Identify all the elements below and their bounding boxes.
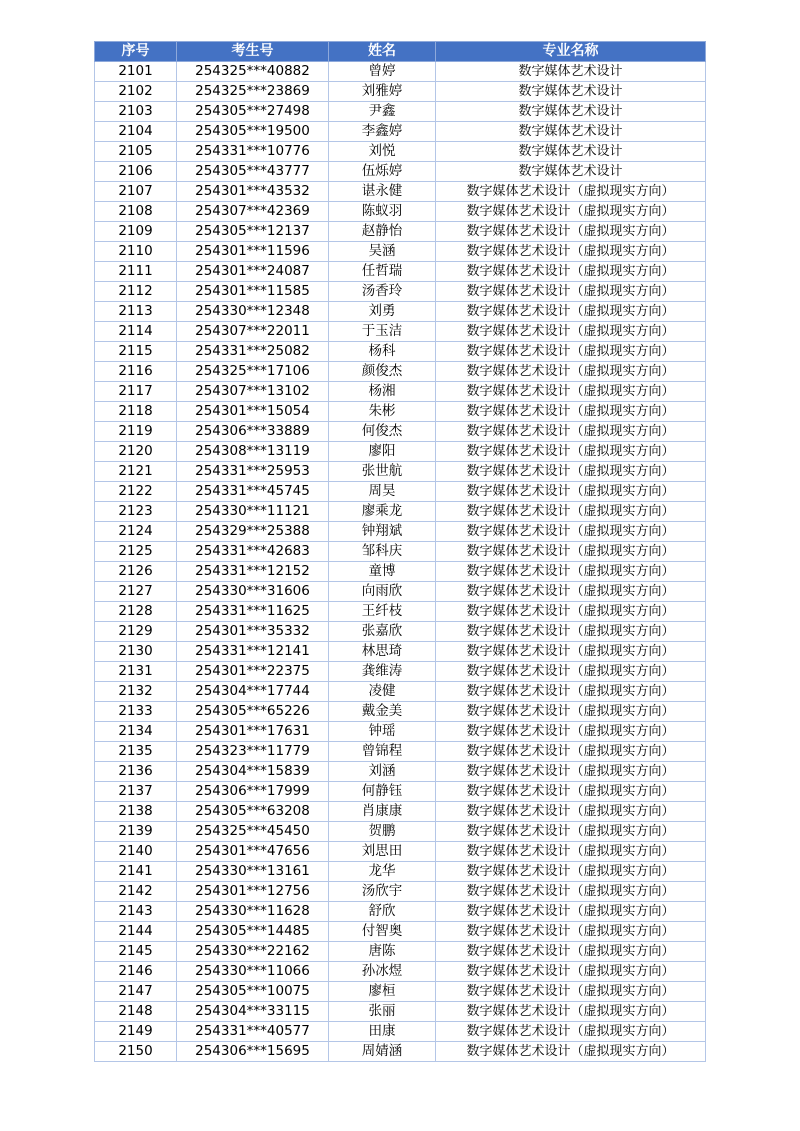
cell-serial-number: 2105 bbox=[95, 142, 177, 162]
cell-name: 王纤枝 bbox=[329, 602, 436, 622]
cell-exam-id: 254305***14485 bbox=[177, 922, 329, 942]
cell-serial-number: 2107 bbox=[95, 182, 177, 202]
table-row bbox=[95, 82, 706, 102]
cell-major: 数字媒体艺术设计（虚拟现实方向） bbox=[436, 622, 706, 642]
table-row bbox=[95, 122, 706, 142]
cell-major: 数字媒体艺术设计（虚拟现实方向） bbox=[436, 702, 706, 722]
table-row bbox=[95, 822, 706, 842]
cell-name: 朱彬 bbox=[329, 402, 436, 422]
cell-serial-number: 2142 bbox=[95, 882, 177, 902]
cell-exam-id: 254305***27498 bbox=[177, 102, 329, 122]
table-row bbox=[95, 382, 706, 402]
cell-name: 于玉洁 bbox=[329, 322, 436, 342]
table-row bbox=[95, 282, 706, 302]
header-serial-number: 序号 bbox=[95, 42, 177, 62]
cell-exam-id: 254305***12137 bbox=[177, 222, 329, 242]
table-row bbox=[95, 882, 706, 902]
table-row bbox=[95, 962, 706, 982]
cell-serial-number: 2143 bbox=[95, 902, 177, 922]
cell-major: 数字媒体艺术设计（虚拟现实方向） bbox=[436, 822, 706, 842]
cell-serial-number: 2123 bbox=[95, 502, 177, 522]
table-row bbox=[95, 482, 706, 502]
cell-name: 汤欣宇 bbox=[329, 882, 436, 902]
cell-name: 廖乘龙 bbox=[329, 502, 436, 522]
cell-exam-id: 254305***43777 bbox=[177, 162, 329, 182]
cell-serial-number: 2112 bbox=[95, 282, 177, 302]
cell-exam-id: 254307***13102 bbox=[177, 382, 329, 402]
table-row bbox=[95, 522, 706, 542]
table-row bbox=[95, 362, 706, 382]
table-row bbox=[95, 322, 706, 342]
cell-serial-number: 2109 bbox=[95, 222, 177, 242]
cell-exam-id: 254304***33115 bbox=[177, 1002, 329, 1022]
table-row bbox=[95, 902, 706, 922]
cell-major: 数字媒体艺术设计（虚拟现实方向） bbox=[436, 902, 706, 922]
cell-name: 周昊 bbox=[329, 482, 436, 502]
cell-major: 数字媒体艺术设计（虚拟现实方向） bbox=[436, 742, 706, 762]
cell-exam-id: 254306***17999 bbox=[177, 782, 329, 802]
cell-serial-number: 2118 bbox=[95, 402, 177, 422]
table-row bbox=[95, 982, 706, 1002]
cell-name: 陈蚁羽 bbox=[329, 202, 436, 222]
cell-major: 数字媒体艺术设计（虚拟现实方向） bbox=[436, 982, 706, 1002]
cell-major: 数字媒体艺术设计（虚拟现实方向） bbox=[436, 602, 706, 622]
cell-major: 数字媒体艺术设计（虚拟现实方向） bbox=[436, 422, 706, 442]
cell-serial-number: 2128 bbox=[95, 602, 177, 622]
cell-serial-number: 2115 bbox=[95, 342, 177, 362]
table-row bbox=[95, 642, 706, 662]
cell-name: 钟瑶 bbox=[329, 722, 436, 742]
table-row bbox=[95, 442, 706, 462]
cell-serial-number: 2106 bbox=[95, 162, 177, 182]
cell-name: 舒欣 bbox=[329, 902, 436, 922]
cell-exam-id: 254301***43532 bbox=[177, 182, 329, 202]
header-major: 专业名称 bbox=[436, 42, 706, 62]
table-row bbox=[95, 1042, 706, 1062]
cell-major: 数字媒体艺术设计（虚拟现实方向） bbox=[436, 1022, 706, 1042]
cell-serial-number: 2141 bbox=[95, 862, 177, 882]
cell-exam-id: 254331***10776 bbox=[177, 142, 329, 162]
cell-serial-number: 2150 bbox=[95, 1042, 177, 1062]
cell-name: 赵静怡 bbox=[329, 222, 436, 242]
cell-serial-number: 2120 bbox=[95, 442, 177, 462]
cell-exam-id: 254305***10075 bbox=[177, 982, 329, 1002]
cell-major: 数字媒体艺术设计（虚拟现实方向） bbox=[436, 862, 706, 882]
cell-serial-number: 2129 bbox=[95, 622, 177, 642]
cell-exam-id: 254330***12348 bbox=[177, 302, 329, 322]
cell-serial-number: 2111 bbox=[95, 262, 177, 282]
table-row bbox=[95, 1002, 706, 1022]
cell-serial-number: 2126 bbox=[95, 562, 177, 582]
cell-major: 数字媒体艺术设计（虚拟现实方向） bbox=[436, 682, 706, 702]
cell-major: 数字媒体艺术设计（虚拟现实方向） bbox=[436, 782, 706, 802]
cell-major: 数字媒体艺术设计 bbox=[436, 122, 706, 142]
cell-major: 数字媒体艺术设计 bbox=[436, 82, 706, 102]
cell-major: 数字媒体艺术设计（虚拟现实方向） bbox=[436, 942, 706, 962]
cell-exam-id: 254331***12141 bbox=[177, 642, 329, 662]
cell-major: 数字媒体艺术设计（虚拟现实方向） bbox=[436, 462, 706, 482]
cell-name: 钟翔斌 bbox=[329, 522, 436, 542]
cell-name: 林思琦 bbox=[329, 642, 436, 662]
cell-serial-number: 2116 bbox=[95, 362, 177, 382]
table-row bbox=[95, 302, 706, 322]
cell-exam-id: 254301***47656 bbox=[177, 842, 329, 862]
table-row bbox=[95, 142, 706, 162]
cell-serial-number: 2140 bbox=[95, 842, 177, 862]
cell-exam-id: 254329***25388 bbox=[177, 522, 329, 542]
cell-name: 张丽 bbox=[329, 1002, 436, 1022]
cell-exam-id: 254325***45450 bbox=[177, 822, 329, 842]
cell-major: 数字媒体艺术设计（虚拟现实方向） bbox=[436, 542, 706, 562]
cell-major: 数字媒体艺术设计（虚拟现实方向） bbox=[436, 502, 706, 522]
table-row bbox=[95, 582, 706, 602]
cell-name: 吴涵 bbox=[329, 242, 436, 262]
cell-name: 何俊杰 bbox=[329, 422, 436, 442]
table-row bbox=[95, 742, 706, 762]
table-row bbox=[95, 62, 706, 82]
cell-major: 数字媒体艺术设计（虚拟现实方向） bbox=[436, 222, 706, 242]
cell-name: 戴金美 bbox=[329, 702, 436, 722]
cell-name: 杨科 bbox=[329, 342, 436, 362]
cell-serial-number: 2103 bbox=[95, 102, 177, 122]
admission-list-table bbox=[94, 41, 706, 1062]
cell-name: 廖阳 bbox=[329, 442, 436, 462]
cell-serial-number: 2137 bbox=[95, 782, 177, 802]
cell-major: 数字媒体艺术设计（虚拟现实方向） bbox=[436, 1042, 706, 1062]
cell-major: 数字媒体艺术设计（虚拟现实方向） bbox=[436, 922, 706, 942]
cell-exam-id: 254331***25953 bbox=[177, 462, 329, 482]
cell-serial-number: 2144 bbox=[95, 922, 177, 942]
cell-serial-number: 2131 bbox=[95, 662, 177, 682]
cell-serial-number: 2133 bbox=[95, 702, 177, 722]
cell-exam-id: 254308***13119 bbox=[177, 442, 329, 462]
cell-serial-number: 2134 bbox=[95, 722, 177, 742]
cell-major: 数字媒体艺术设计（虚拟现实方向） bbox=[436, 302, 706, 322]
cell-name: 邹科庆 bbox=[329, 542, 436, 562]
cell-exam-id: 254325***23869 bbox=[177, 82, 329, 102]
cell-serial-number: 2117 bbox=[95, 382, 177, 402]
cell-exam-id: 254301***11585 bbox=[177, 282, 329, 302]
table-row bbox=[95, 722, 706, 742]
table-row bbox=[95, 202, 706, 222]
cell-major: 数字媒体艺术设计（虚拟现实方向） bbox=[436, 382, 706, 402]
cell-major: 数字媒体艺术设计（虚拟现实方向） bbox=[436, 522, 706, 542]
cell-exam-id: 254331***12152 bbox=[177, 562, 329, 582]
table-row bbox=[95, 922, 706, 942]
cell-name: 何静钰 bbox=[329, 782, 436, 802]
cell-name: 肖康康 bbox=[329, 802, 436, 822]
cell-major: 数字媒体艺术设计（虚拟现实方向） bbox=[436, 442, 706, 462]
table-row bbox=[95, 462, 706, 482]
table-row bbox=[95, 622, 706, 642]
cell-exam-id: 254325***17106 bbox=[177, 362, 329, 382]
table-row bbox=[95, 502, 706, 522]
table-row bbox=[95, 542, 706, 562]
table-row bbox=[95, 562, 706, 582]
cell-exam-id: 254301***35332 bbox=[177, 622, 329, 642]
cell-serial-number: 2121 bbox=[95, 462, 177, 482]
table-row bbox=[95, 342, 706, 362]
cell-name: 龙华 bbox=[329, 862, 436, 882]
cell-exam-id: 254301***15054 bbox=[177, 402, 329, 422]
cell-name: 廖桓 bbox=[329, 982, 436, 1002]
table-row bbox=[95, 262, 706, 282]
cell-exam-id: 254307***22011 bbox=[177, 322, 329, 342]
cell-serial-number: 2147 bbox=[95, 982, 177, 1002]
cell-major: 数字媒体艺术设计（虚拟现实方向） bbox=[436, 842, 706, 862]
cell-exam-id: 254301***22375 bbox=[177, 662, 329, 682]
cell-name: 任哲瑞 bbox=[329, 262, 436, 282]
cell-exam-id: 254301***17631 bbox=[177, 722, 329, 742]
cell-serial-number: 2101 bbox=[95, 62, 177, 82]
table-row bbox=[95, 222, 706, 242]
cell-name: 刘涵 bbox=[329, 762, 436, 782]
cell-exam-id: 254331***40577 bbox=[177, 1022, 329, 1042]
table-row bbox=[95, 682, 706, 702]
cell-name: 李鑫婷 bbox=[329, 122, 436, 142]
cell-exam-id: 254304***15839 bbox=[177, 762, 329, 782]
table-row bbox=[95, 422, 706, 442]
cell-exam-id: 254306***15695 bbox=[177, 1042, 329, 1062]
cell-serial-number: 2145 bbox=[95, 942, 177, 962]
cell-serial-number: 2119 bbox=[95, 422, 177, 442]
table-row bbox=[95, 842, 706, 862]
cell-exam-id: 254305***19500 bbox=[177, 122, 329, 142]
cell-name: 龚维涛 bbox=[329, 662, 436, 682]
cell-exam-id: 254301***12756 bbox=[177, 882, 329, 902]
cell-name: 尹鑫 bbox=[329, 102, 436, 122]
cell-exam-id: 254305***65226 bbox=[177, 702, 329, 722]
cell-exam-id: 254306***33889 bbox=[177, 422, 329, 442]
cell-exam-id: 254331***25082 bbox=[177, 342, 329, 362]
cell-major: 数字媒体艺术设计（虚拟现实方向） bbox=[436, 322, 706, 342]
table-row bbox=[95, 762, 706, 782]
cell-name: 凌健 bbox=[329, 682, 436, 702]
cell-major: 数字媒体艺术设计（虚拟现实方向） bbox=[436, 262, 706, 282]
table-body bbox=[95, 62, 706, 1062]
cell-serial-number: 2130 bbox=[95, 642, 177, 662]
cell-major: 数字媒体艺术设计（虚拟现实方向） bbox=[436, 482, 706, 502]
table-row bbox=[95, 182, 706, 202]
cell-exam-id: 254331***45745 bbox=[177, 482, 329, 502]
table-row bbox=[95, 102, 706, 122]
cell-exam-id: 254331***42683 bbox=[177, 542, 329, 562]
cell-serial-number: 2127 bbox=[95, 582, 177, 602]
cell-major: 数字媒体艺术设计（虚拟现实方向） bbox=[436, 182, 706, 202]
cell-name: 唐陈 bbox=[329, 942, 436, 962]
table-row bbox=[95, 602, 706, 622]
cell-major: 数字媒体艺术设计（虚拟现实方向） bbox=[436, 362, 706, 382]
cell-serial-number: 2114 bbox=[95, 322, 177, 342]
cell-major: 数字媒体艺术设计（虚拟现实方向） bbox=[436, 1002, 706, 1022]
cell-name: 谌永健 bbox=[329, 182, 436, 202]
table-row bbox=[95, 702, 706, 722]
cell-name: 孙冰煜 bbox=[329, 962, 436, 982]
cell-major: 数字媒体艺术设计（虚拟现实方向） bbox=[436, 562, 706, 582]
table-row bbox=[95, 162, 706, 182]
cell-serial-number: 2104 bbox=[95, 122, 177, 142]
cell-name: 曾锦程 bbox=[329, 742, 436, 762]
table-row bbox=[95, 942, 706, 962]
cell-name: 张嘉欣 bbox=[329, 622, 436, 642]
cell-serial-number: 2148 bbox=[95, 1002, 177, 1022]
header-exam-id: 考生号 bbox=[177, 42, 329, 62]
cell-serial-number: 2132 bbox=[95, 682, 177, 702]
cell-name: 周婧涵 bbox=[329, 1042, 436, 1062]
cell-name: 贺鹏 bbox=[329, 822, 436, 842]
cell-major: 数字媒体艺术设计（虚拟现实方向） bbox=[436, 582, 706, 602]
cell-serial-number: 2122 bbox=[95, 482, 177, 502]
cell-major: 数字媒体艺术设计（虚拟现实方向） bbox=[436, 402, 706, 422]
cell-exam-id: 254330***31606 bbox=[177, 582, 329, 602]
cell-major: 数字媒体艺术设计（虚拟现实方向） bbox=[436, 342, 706, 362]
cell-serial-number: 2124 bbox=[95, 522, 177, 542]
cell-name: 刘思田 bbox=[329, 842, 436, 862]
cell-serial-number: 2138 bbox=[95, 802, 177, 822]
cell-exam-id: 254304***17744 bbox=[177, 682, 329, 702]
cell-name: 汤香玲 bbox=[329, 282, 436, 302]
table-row bbox=[95, 782, 706, 802]
cell-exam-id: 254301***24087 bbox=[177, 262, 329, 282]
cell-name: 刘勇 bbox=[329, 302, 436, 322]
cell-major: 数字媒体艺术设计（虚拟现实方向） bbox=[436, 642, 706, 662]
cell-name: 刘悦 bbox=[329, 142, 436, 162]
cell-serial-number: 2102 bbox=[95, 82, 177, 102]
cell-major: 数字媒体艺术设计（虚拟现实方向） bbox=[436, 962, 706, 982]
cell-major: 数字媒体艺术设计 bbox=[436, 162, 706, 182]
cell-serial-number: 2135 bbox=[95, 742, 177, 762]
table-row bbox=[95, 662, 706, 682]
cell-exam-id: 254305***63208 bbox=[177, 802, 329, 822]
cell-major: 数字媒体艺术设计（虚拟现实方向） bbox=[436, 882, 706, 902]
cell-name: 刘雅婷 bbox=[329, 82, 436, 102]
cell-serial-number: 2136 bbox=[95, 762, 177, 782]
cell-serial-number: 2149 bbox=[95, 1022, 177, 1042]
cell-serial-number: 2125 bbox=[95, 542, 177, 562]
cell-exam-id: 254331***11625 bbox=[177, 602, 329, 622]
cell-exam-id: 254330***22162 bbox=[177, 942, 329, 962]
cell-name: 张世航 bbox=[329, 462, 436, 482]
cell-exam-id: 254325***40882 bbox=[177, 62, 329, 82]
cell-exam-id: 254330***11066 bbox=[177, 962, 329, 982]
cell-major: 数字媒体艺术设计（虚拟现实方向） bbox=[436, 802, 706, 822]
cell-name: 曾婷 bbox=[329, 62, 436, 82]
table-row bbox=[95, 1022, 706, 1042]
cell-name: 杨湘 bbox=[329, 382, 436, 402]
cell-exam-id: 254330***13161 bbox=[177, 862, 329, 882]
cell-major: 数字媒体艺术设计（虚拟现实方向） bbox=[436, 722, 706, 742]
cell-name: 付智奥 bbox=[329, 922, 436, 942]
cell-exam-id: 254307***42369 bbox=[177, 202, 329, 222]
cell-major: 数字媒体艺术设计 bbox=[436, 102, 706, 122]
table-row bbox=[95, 402, 706, 422]
cell-exam-id: 254330***11121 bbox=[177, 502, 329, 522]
cell-exam-id: 254330***11628 bbox=[177, 902, 329, 922]
cell-major: 数字媒体艺术设计（虚拟现实方向） bbox=[436, 282, 706, 302]
cell-major: 数字媒体艺术设计（虚拟现实方向） bbox=[436, 662, 706, 682]
cell-exam-id: 254323***11779 bbox=[177, 742, 329, 762]
cell-name: 童博 bbox=[329, 562, 436, 582]
cell-serial-number: 2146 bbox=[95, 962, 177, 982]
cell-major: 数字媒体艺术设计 bbox=[436, 142, 706, 162]
cell-major: 数字媒体艺术设计（虚拟现实方向） bbox=[436, 242, 706, 262]
cell-major: 数字媒体艺术设计（虚拟现实方向） bbox=[436, 202, 706, 222]
table-row bbox=[95, 802, 706, 822]
cell-name: 伍烁婷 bbox=[329, 162, 436, 182]
cell-serial-number: 2139 bbox=[95, 822, 177, 842]
cell-major: 数字媒体艺术设计（虚拟现实方向） bbox=[436, 762, 706, 782]
table-header-row bbox=[95, 42, 706, 62]
table-row bbox=[95, 242, 706, 262]
cell-major: 数字媒体艺术设计 bbox=[436, 62, 706, 82]
cell-exam-id: 254301***11596 bbox=[177, 242, 329, 262]
cell-serial-number: 2113 bbox=[95, 302, 177, 322]
table-row bbox=[95, 862, 706, 882]
cell-serial-number: 2110 bbox=[95, 242, 177, 262]
header-name: 姓名 bbox=[329, 42, 436, 62]
cell-name: 向雨欣 bbox=[329, 582, 436, 602]
cell-name: 颜俊杰 bbox=[329, 362, 436, 382]
cell-name: 田康 bbox=[329, 1022, 436, 1042]
cell-serial-number: 2108 bbox=[95, 202, 177, 222]
